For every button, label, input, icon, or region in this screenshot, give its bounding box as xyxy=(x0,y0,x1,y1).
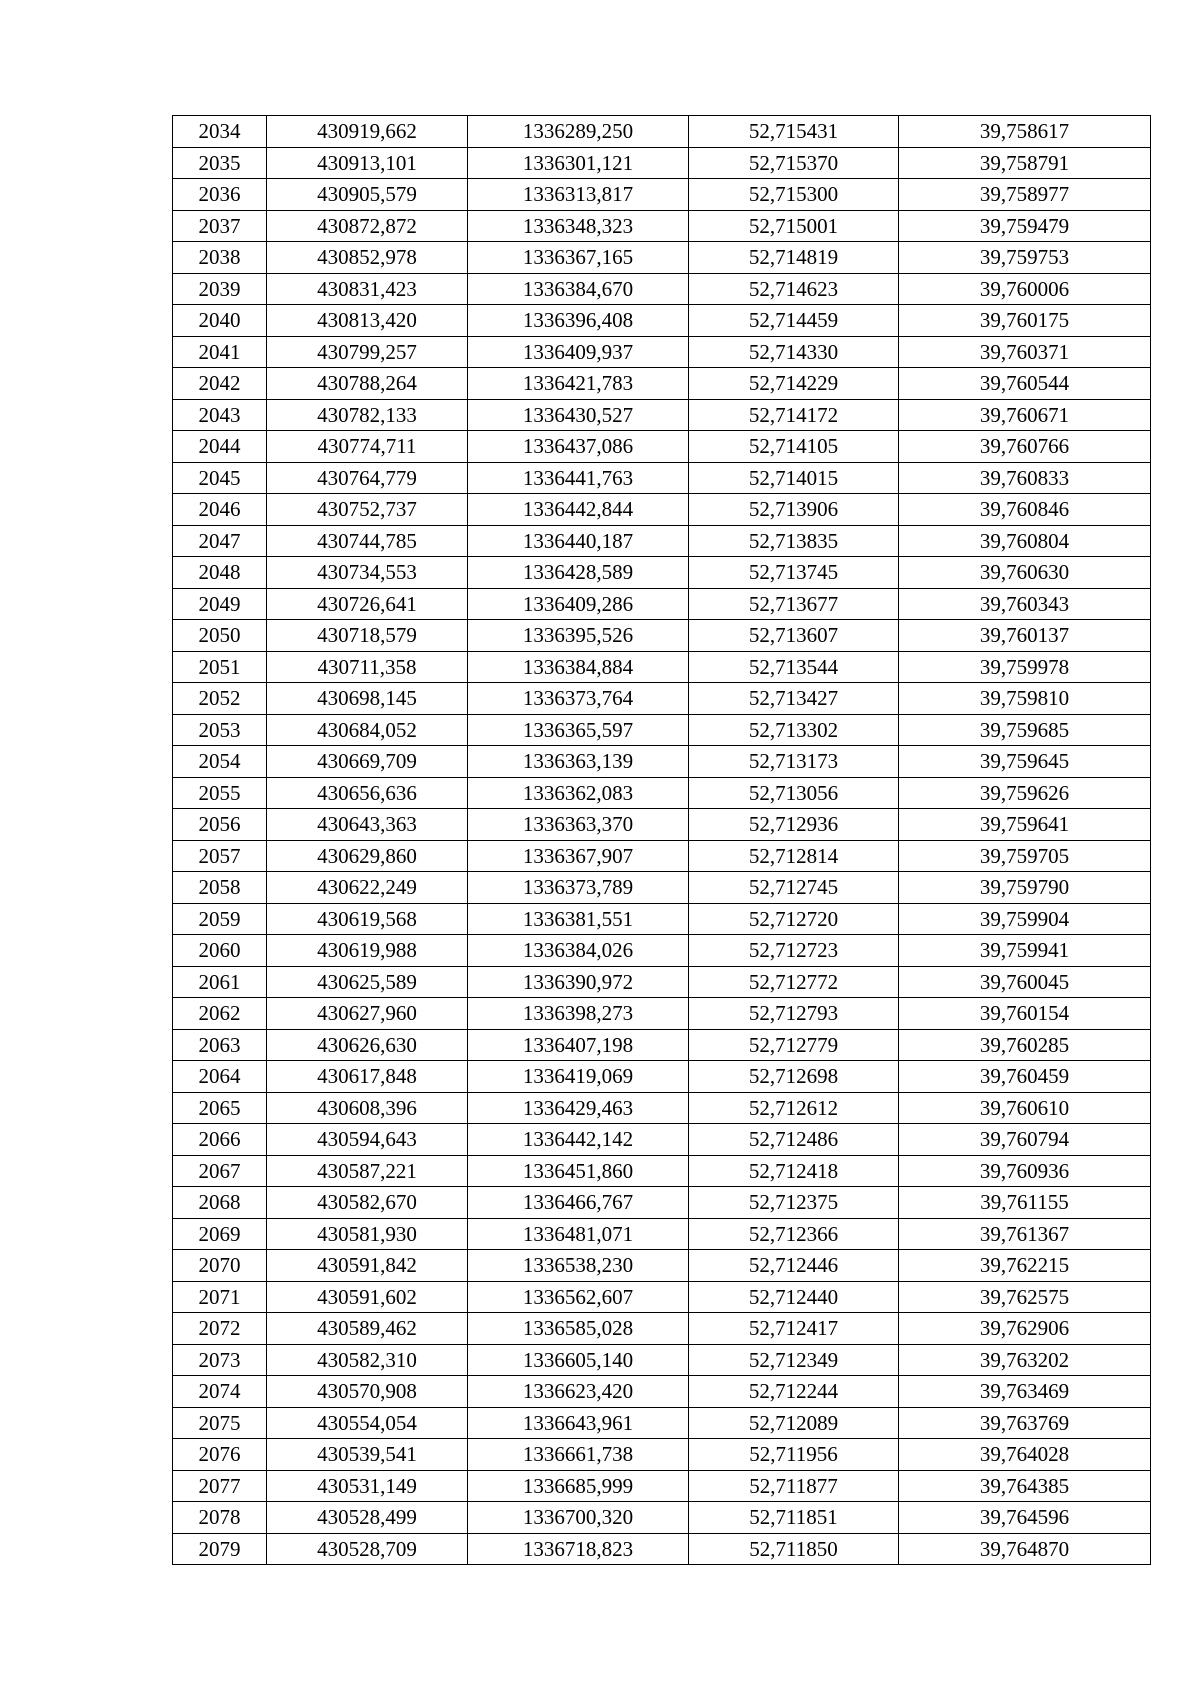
y-coordinate-cell: 1336367,165 xyxy=(468,242,689,274)
point-number-cell: 2049 xyxy=(173,588,267,620)
x-coordinate-cell: 430625,589 xyxy=(267,966,468,998)
y-coordinate-cell: 1336384,884 xyxy=(468,651,689,683)
latitude-cell: 52,713745 xyxy=(689,557,899,589)
point-number-cell: 2034 xyxy=(173,116,267,148)
point-number-cell: 2070 xyxy=(173,1250,267,1282)
longitude-cell: 39,760343 xyxy=(899,588,1151,620)
table-row xyxy=(173,1124,1151,1156)
point-number-cell: 2057 xyxy=(173,840,267,872)
y-coordinate-cell: 1336362,083 xyxy=(468,777,689,809)
table-row xyxy=(173,620,1151,652)
table-row xyxy=(173,399,1151,431)
x-coordinate-cell: 430684,052 xyxy=(267,714,468,746)
x-coordinate-cell: 430627,960 xyxy=(267,998,468,1030)
longitude-cell: 39,760804 xyxy=(899,525,1151,557)
longitude-cell: 39,764028 xyxy=(899,1439,1151,1471)
x-coordinate-cell: 430711,358 xyxy=(267,651,468,683)
longitude-cell: 39,762215 xyxy=(899,1250,1151,1282)
y-coordinate-cell: 1336381,551 xyxy=(468,903,689,935)
latitude-cell: 52,712089 xyxy=(689,1407,899,1439)
y-coordinate-cell: 1336442,844 xyxy=(468,494,689,526)
latitude-cell: 52,714459 xyxy=(689,305,899,337)
longitude-cell: 39,759753 xyxy=(899,242,1151,274)
table-row xyxy=(173,179,1151,211)
y-coordinate-cell: 1336367,907 xyxy=(468,840,689,872)
point-number-cell: 2041 xyxy=(173,336,267,368)
latitude-cell: 52,714105 xyxy=(689,431,899,463)
longitude-cell: 39,760154 xyxy=(899,998,1151,1030)
table-row xyxy=(173,1155,1151,1187)
point-number-cell: 2060 xyxy=(173,935,267,967)
x-coordinate-cell: 430629,860 xyxy=(267,840,468,872)
point-number-cell: 2062 xyxy=(173,998,267,1030)
longitude-cell: 39,760285 xyxy=(899,1029,1151,1061)
latitude-cell: 52,712417 xyxy=(689,1313,899,1345)
longitude-cell: 39,759645 xyxy=(899,746,1151,778)
table-row xyxy=(173,494,1151,526)
longitude-cell: 39,760459 xyxy=(899,1061,1151,1093)
table-row xyxy=(173,305,1151,337)
y-coordinate-cell: 1336562,607 xyxy=(468,1281,689,1313)
point-number-cell: 2077 xyxy=(173,1470,267,1502)
x-coordinate-cell: 430734,553 xyxy=(267,557,468,589)
y-coordinate-cell: 1336685,999 xyxy=(468,1470,689,1502)
x-coordinate-cell: 430813,420 xyxy=(267,305,468,337)
table-row xyxy=(173,1470,1151,1502)
table-row xyxy=(173,935,1151,967)
table-row xyxy=(173,242,1151,274)
x-coordinate-cell: 430528,709 xyxy=(267,1533,468,1565)
longitude-cell: 39,759479 xyxy=(899,210,1151,242)
latitude-cell: 52,712793 xyxy=(689,998,899,1030)
y-coordinate-cell: 1336396,408 xyxy=(468,305,689,337)
table-row xyxy=(173,1281,1151,1313)
table-row xyxy=(173,809,1151,841)
longitude-cell: 39,759626 xyxy=(899,777,1151,809)
y-coordinate-cell: 1336481,071 xyxy=(468,1218,689,1250)
x-coordinate-cell: 430622,249 xyxy=(267,872,468,904)
y-coordinate-cell: 1336421,783 xyxy=(468,368,689,400)
x-coordinate-cell: 430582,310 xyxy=(267,1344,468,1376)
longitude-cell: 39,760175 xyxy=(899,305,1151,337)
latitude-cell: 52,712745 xyxy=(689,872,899,904)
point-number-cell: 2040 xyxy=(173,305,267,337)
point-number-cell: 2061 xyxy=(173,966,267,998)
longitude-cell: 39,761155 xyxy=(899,1187,1151,1219)
latitude-cell: 52,711956 xyxy=(689,1439,899,1471)
y-coordinate-cell: 1336442,142 xyxy=(468,1124,689,1156)
longitude-cell: 39,760766 xyxy=(899,431,1151,463)
longitude-cell: 39,763469 xyxy=(899,1376,1151,1408)
longitude-cell: 39,764596 xyxy=(899,1502,1151,1534)
y-coordinate-cell: 1336363,370 xyxy=(468,809,689,841)
x-coordinate-cell: 430744,785 xyxy=(267,525,468,557)
point-number-cell: 2045 xyxy=(173,462,267,494)
point-number-cell: 2037 xyxy=(173,210,267,242)
table-row xyxy=(173,777,1151,809)
x-coordinate-cell: 430872,872 xyxy=(267,210,468,242)
y-coordinate-cell: 1336409,286 xyxy=(468,588,689,620)
point-number-cell: 2039 xyxy=(173,273,267,305)
latitude-cell: 52,713835 xyxy=(689,525,899,557)
table-row xyxy=(173,903,1151,935)
longitude-cell: 39,759790 xyxy=(899,872,1151,904)
latitude-cell: 52,711851 xyxy=(689,1502,899,1534)
latitude-cell: 52,714172 xyxy=(689,399,899,431)
longitude-cell: 39,758791 xyxy=(899,147,1151,179)
latitude-cell: 52,713427 xyxy=(689,683,899,715)
longitude-cell: 39,758617 xyxy=(899,116,1151,148)
longitude-cell: 39,759978 xyxy=(899,651,1151,683)
longitude-cell: 39,760045 xyxy=(899,966,1151,998)
point-number-cell: 2053 xyxy=(173,714,267,746)
latitude-cell: 52,715300 xyxy=(689,179,899,211)
point-number-cell: 2075 xyxy=(173,1407,267,1439)
x-coordinate-cell: 430905,579 xyxy=(267,179,468,211)
x-coordinate-cell: 430608,396 xyxy=(267,1092,468,1124)
x-coordinate-cell: 430782,133 xyxy=(267,399,468,431)
point-number-cell: 2046 xyxy=(173,494,267,526)
table-row xyxy=(173,116,1151,148)
table-row xyxy=(173,147,1151,179)
longitude-cell: 39,760006 xyxy=(899,273,1151,305)
x-coordinate-cell: 430764,779 xyxy=(267,462,468,494)
table-body xyxy=(173,116,1151,1565)
point-number-cell: 2079 xyxy=(173,1533,267,1565)
latitude-cell: 52,711877 xyxy=(689,1470,899,1502)
x-coordinate-cell: 430799,257 xyxy=(267,336,468,368)
latitude-cell: 52,714623 xyxy=(689,273,899,305)
x-coordinate-cell: 430718,579 xyxy=(267,620,468,652)
y-coordinate-cell: 1336437,086 xyxy=(468,431,689,463)
point-number-cell: 2048 xyxy=(173,557,267,589)
y-coordinate-cell: 1336430,527 xyxy=(468,399,689,431)
y-coordinate-cell: 1336390,972 xyxy=(468,966,689,998)
y-coordinate-cell: 1336718,823 xyxy=(468,1533,689,1565)
latitude-cell: 52,712418 xyxy=(689,1155,899,1187)
table-row xyxy=(173,525,1151,557)
table-row xyxy=(173,1250,1151,1282)
longitude-cell: 39,763202 xyxy=(899,1344,1151,1376)
point-number-cell: 2072 xyxy=(173,1313,267,1345)
point-number-cell: 2069 xyxy=(173,1218,267,1250)
longitude-cell: 39,760544 xyxy=(899,368,1151,400)
longitude-cell: 39,764385 xyxy=(899,1470,1151,1502)
x-coordinate-cell: 430626,630 xyxy=(267,1029,468,1061)
latitude-cell: 52,712486 xyxy=(689,1124,899,1156)
x-coordinate-cell: 430570,908 xyxy=(267,1376,468,1408)
y-coordinate-cell: 1336441,763 xyxy=(468,462,689,494)
y-coordinate-cell: 1336365,597 xyxy=(468,714,689,746)
point-number-cell: 2052 xyxy=(173,683,267,715)
table-row xyxy=(173,1187,1151,1219)
latitude-cell: 52,712612 xyxy=(689,1092,899,1124)
table-row xyxy=(173,746,1151,778)
y-coordinate-cell: 1336623,420 xyxy=(468,1376,689,1408)
latitude-cell: 52,712440 xyxy=(689,1281,899,1313)
table-row xyxy=(173,1439,1151,1471)
point-number-cell: 2071 xyxy=(173,1281,267,1313)
latitude-cell: 52,713677 xyxy=(689,588,899,620)
latitude-cell: 52,712698 xyxy=(689,1061,899,1093)
point-number-cell: 2047 xyxy=(173,525,267,557)
x-coordinate-cell: 430643,363 xyxy=(267,809,468,841)
longitude-cell: 39,759685 xyxy=(899,714,1151,746)
y-coordinate-cell: 1336466,767 xyxy=(468,1187,689,1219)
table-row xyxy=(173,840,1151,872)
longitude-cell: 39,760137 xyxy=(899,620,1151,652)
table-row xyxy=(173,966,1151,998)
longitude-cell: 39,759705 xyxy=(899,840,1151,872)
y-coordinate-cell: 1336373,764 xyxy=(468,683,689,715)
latitude-cell: 52,712779 xyxy=(689,1029,899,1061)
point-number-cell: 2035 xyxy=(173,147,267,179)
y-coordinate-cell: 1336605,140 xyxy=(468,1344,689,1376)
table-row xyxy=(173,462,1151,494)
x-coordinate-cell: 430554,054 xyxy=(267,1407,468,1439)
y-coordinate-cell: 1336538,230 xyxy=(468,1250,689,1282)
point-number-cell: 2043 xyxy=(173,399,267,431)
y-coordinate-cell: 1336661,738 xyxy=(468,1439,689,1471)
coordinates-table xyxy=(172,115,1151,1565)
table-row xyxy=(173,368,1151,400)
latitude-cell: 52,713173 xyxy=(689,746,899,778)
x-coordinate-cell: 430591,842 xyxy=(267,1250,468,1282)
point-number-cell: 2042 xyxy=(173,368,267,400)
point-number-cell: 2050 xyxy=(173,620,267,652)
latitude-cell: 52,713607 xyxy=(689,620,899,652)
table-row xyxy=(173,998,1151,1030)
longitude-cell: 39,760371 xyxy=(899,336,1151,368)
x-coordinate-cell: 430669,709 xyxy=(267,746,468,778)
longitude-cell: 39,760833 xyxy=(899,462,1151,494)
table-row xyxy=(173,1029,1151,1061)
table-row xyxy=(173,1533,1151,1565)
x-coordinate-cell: 430528,499 xyxy=(267,1502,468,1534)
point-number-cell: 2078 xyxy=(173,1502,267,1534)
point-number-cell: 2065 xyxy=(173,1092,267,1124)
x-coordinate-cell: 430539,541 xyxy=(267,1439,468,1471)
latitude-cell: 52,714330 xyxy=(689,336,899,368)
point-number-cell: 2068 xyxy=(173,1187,267,1219)
point-number-cell: 2074 xyxy=(173,1376,267,1408)
y-coordinate-cell: 1336348,323 xyxy=(468,210,689,242)
y-coordinate-cell: 1336440,187 xyxy=(468,525,689,557)
table-row xyxy=(173,714,1151,746)
y-coordinate-cell: 1336395,526 xyxy=(468,620,689,652)
y-coordinate-cell: 1336585,028 xyxy=(468,1313,689,1345)
table-row xyxy=(173,1313,1151,1345)
latitude-cell: 52,712366 xyxy=(689,1218,899,1250)
table-row xyxy=(173,588,1151,620)
latitude-cell: 52,711850 xyxy=(689,1533,899,1565)
y-coordinate-cell: 1336373,789 xyxy=(468,872,689,904)
longitude-cell: 39,759904 xyxy=(899,903,1151,935)
x-coordinate-cell: 430619,568 xyxy=(267,903,468,935)
y-coordinate-cell: 1336384,026 xyxy=(468,935,689,967)
latitude-cell: 52,715001 xyxy=(689,210,899,242)
y-coordinate-cell: 1336407,198 xyxy=(468,1029,689,1061)
table-row xyxy=(173,872,1151,904)
y-coordinate-cell: 1336409,937 xyxy=(468,336,689,368)
y-coordinate-cell: 1336384,670 xyxy=(468,273,689,305)
latitude-cell: 52,712244 xyxy=(689,1376,899,1408)
table-row xyxy=(173,1376,1151,1408)
point-number-cell: 2036 xyxy=(173,179,267,211)
longitude-cell: 39,760671 xyxy=(899,399,1151,431)
point-number-cell: 2055 xyxy=(173,777,267,809)
y-coordinate-cell: 1336700,320 xyxy=(468,1502,689,1534)
latitude-cell: 52,715431 xyxy=(689,116,899,148)
y-coordinate-cell: 1336643,961 xyxy=(468,1407,689,1439)
x-coordinate-cell: 430594,643 xyxy=(267,1124,468,1156)
latitude-cell: 52,715370 xyxy=(689,147,899,179)
y-coordinate-cell: 1336398,273 xyxy=(468,998,689,1030)
x-coordinate-cell: 430656,636 xyxy=(267,777,468,809)
y-coordinate-cell: 1336429,463 xyxy=(468,1092,689,1124)
x-coordinate-cell: 430581,930 xyxy=(267,1218,468,1250)
y-coordinate-cell: 1336289,250 xyxy=(468,116,689,148)
latitude-cell: 52,712936 xyxy=(689,809,899,841)
y-coordinate-cell: 1336301,121 xyxy=(468,147,689,179)
latitude-cell: 52,713302 xyxy=(689,714,899,746)
x-coordinate-cell: 430582,670 xyxy=(267,1187,468,1219)
x-coordinate-cell: 430587,221 xyxy=(267,1155,468,1187)
table-row xyxy=(173,336,1151,368)
longitude-cell: 39,764870 xyxy=(899,1533,1151,1565)
y-coordinate-cell: 1336451,860 xyxy=(468,1155,689,1187)
latitude-cell: 52,713056 xyxy=(689,777,899,809)
longitude-cell: 39,760794 xyxy=(899,1124,1151,1156)
point-number-cell: 2073 xyxy=(173,1344,267,1376)
table-row xyxy=(173,210,1151,242)
latitude-cell: 52,712723 xyxy=(689,935,899,967)
latitude-cell: 52,712772 xyxy=(689,966,899,998)
point-number-cell: 2044 xyxy=(173,431,267,463)
longitude-cell: 39,760846 xyxy=(899,494,1151,526)
table-row xyxy=(173,651,1151,683)
y-coordinate-cell: 1336419,069 xyxy=(468,1061,689,1093)
y-coordinate-cell: 1336363,139 xyxy=(468,746,689,778)
y-coordinate-cell: 1336313,817 xyxy=(468,179,689,211)
point-number-cell: 2051 xyxy=(173,651,267,683)
latitude-cell: 52,712814 xyxy=(689,840,899,872)
x-coordinate-cell: 430619,988 xyxy=(267,935,468,967)
table-row xyxy=(173,1061,1151,1093)
table-row xyxy=(173,1092,1151,1124)
x-coordinate-cell: 430591,602 xyxy=(267,1281,468,1313)
y-coordinate-cell: 1336428,589 xyxy=(468,557,689,589)
table-row xyxy=(173,1344,1151,1376)
x-coordinate-cell: 430617,848 xyxy=(267,1061,468,1093)
latitude-cell: 52,714819 xyxy=(689,242,899,274)
x-coordinate-cell: 430852,978 xyxy=(267,242,468,274)
point-number-cell: 2066 xyxy=(173,1124,267,1156)
x-coordinate-cell: 430531,149 xyxy=(267,1470,468,1502)
longitude-cell: 39,762906 xyxy=(899,1313,1151,1345)
point-number-cell: 2067 xyxy=(173,1155,267,1187)
point-number-cell: 2054 xyxy=(173,746,267,778)
latitude-cell: 52,712446 xyxy=(689,1250,899,1282)
latitude-cell: 52,714229 xyxy=(689,368,899,400)
x-coordinate-cell: 430726,641 xyxy=(267,588,468,620)
x-coordinate-cell: 430752,737 xyxy=(267,494,468,526)
latitude-cell: 52,712349 xyxy=(689,1344,899,1376)
x-coordinate-cell: 430913,101 xyxy=(267,147,468,179)
table-row xyxy=(173,1502,1151,1534)
x-coordinate-cell: 430831,423 xyxy=(267,273,468,305)
latitude-cell: 52,712720 xyxy=(689,903,899,935)
longitude-cell: 39,759641 xyxy=(899,809,1151,841)
point-number-cell: 2059 xyxy=(173,903,267,935)
table-row xyxy=(173,557,1151,589)
x-coordinate-cell: 430919,662 xyxy=(267,116,468,148)
longitude-cell: 39,758977 xyxy=(899,179,1151,211)
point-number-cell: 2038 xyxy=(173,242,267,274)
table-row xyxy=(173,1218,1151,1250)
table-row xyxy=(173,1407,1151,1439)
x-coordinate-cell: 430589,462 xyxy=(267,1313,468,1345)
latitude-cell: 52,712375 xyxy=(689,1187,899,1219)
point-number-cell: 2076 xyxy=(173,1439,267,1471)
longitude-cell: 39,760610 xyxy=(899,1092,1151,1124)
table-row xyxy=(173,683,1151,715)
x-coordinate-cell: 430788,264 xyxy=(267,368,468,400)
longitude-cell: 39,760936 xyxy=(899,1155,1151,1187)
longitude-cell: 39,759941 xyxy=(899,935,1151,967)
table-row xyxy=(173,273,1151,305)
longitude-cell: 39,763769 xyxy=(899,1407,1151,1439)
latitude-cell: 52,713906 xyxy=(689,494,899,526)
x-coordinate-cell: 430774,711 xyxy=(267,431,468,463)
x-coordinate-cell: 430698,145 xyxy=(267,683,468,715)
longitude-cell: 39,762575 xyxy=(899,1281,1151,1313)
longitude-cell: 39,761367 xyxy=(899,1218,1151,1250)
longitude-cell: 39,759810 xyxy=(899,683,1151,715)
latitude-cell: 52,714015 xyxy=(689,462,899,494)
point-number-cell: 2058 xyxy=(173,872,267,904)
point-number-cell: 2063 xyxy=(173,1029,267,1061)
point-number-cell: 2064 xyxy=(173,1061,267,1093)
longitude-cell: 39,760630 xyxy=(899,557,1151,589)
table-row xyxy=(173,431,1151,463)
latitude-cell: 52,713544 xyxy=(689,651,899,683)
point-number-cell: 2056 xyxy=(173,809,267,841)
